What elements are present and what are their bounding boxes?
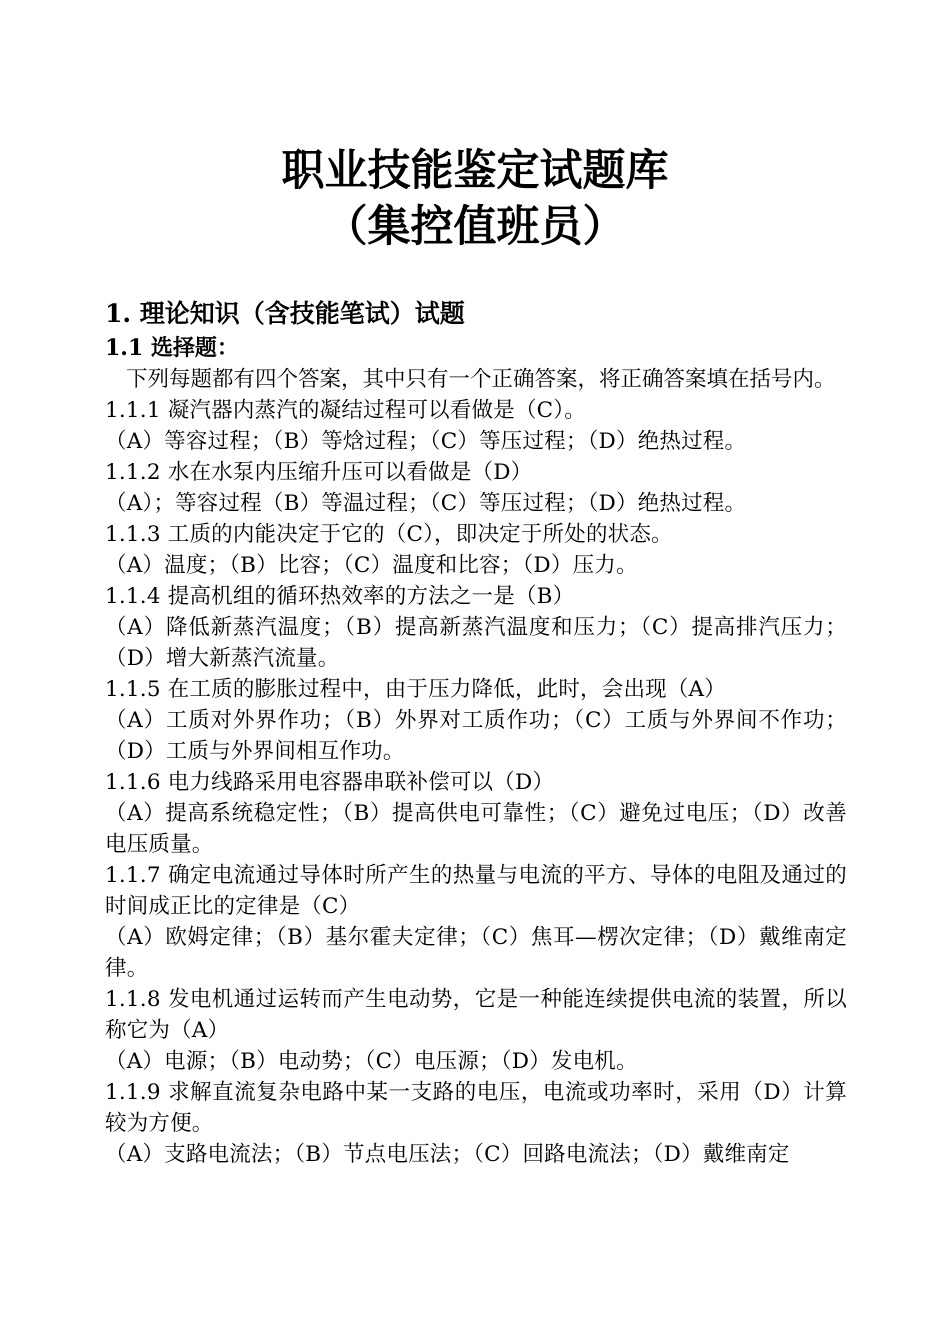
answer-options: （A）欧姆定律；（B）基尔霍夫定律；（C）焦耳—楞次定律；（D）戴维南定律。 <box>105 925 847 981</box>
document-title <box>0 143 950 255</box>
title-line-1: 职业技能鉴定试题库 <box>281 146 669 196</box>
answer-options: （A）；等容过程（B）等温过程；（C）等压过程；（D）绝热过程。 <box>105 491 747 516</box>
question-text: 1.1.8 发电机通过运转而产生电动势，它是一种能连续提供电流的装置，所以称它为（A） <box>105 987 847 1043</box>
question-text: 1.1.6 电力线路采用电容器串联补偿可以（D） <box>105 770 555 795</box>
question-item <box>105 767 847 860</box>
section-heading: 1. 理论知识（含技能笔试）试题 <box>105 299 465 328</box>
question-text: 1.1.7 确定电流通过导体时所产生的热量与电流的平方、导体的电阻及通过的时间成正比的定律是（C） <box>105 863 847 919</box>
subsection-heading: 1.1 选择题： <box>105 335 239 361</box>
answer-options: （A）降低新蒸汽温度；（B）提高新蒸汽温度和压力；（C）提高排汽压力；（D）增大新蒸汽流量。 <box>105 615 847 671</box>
question-text: 1.1.9 求解直流复杂电路中某一支路的电压，电流或功率时，采用（D）计算较为方便。 <box>105 1080 847 1136</box>
question-item <box>105 984 847 1077</box>
question-text: 1.1.3 工质的内能决定于它的（C），即决定于所处的状态。 <box>105 522 673 547</box>
answer-options: （A）支路电流法；（B）节点电压法；（C）回路电流法；（D）戴维南定 <box>105 1142 790 1167</box>
question-item <box>105 581 847 674</box>
question-item <box>105 1077 847 1170</box>
instructions-paragraph: 下列每题都有四个答案，其中只有一个正确答案，将正确答案填在括号内。 <box>126 367 836 392</box>
answer-options: （A）工质对外界作功；（B）外界对工质作功；（C）工质与外界间不作功；（D）工质与外界间相互作功。 <box>105 708 847 764</box>
question-item <box>105 395 847 457</box>
title-line-2: （集控值班员） <box>324 202 626 252</box>
question-text: 1.1.5 在工质的膨胀过程中，由于压力降低，此时，会出现（A） <box>105 677 726 702</box>
answer-options: （A）温度；（B）比容；（C）温度和比容；（D）压力。 <box>105 553 638 578</box>
question-item <box>105 674 847 767</box>
document-body <box>105 297 847 1170</box>
question-item <box>105 860 847 984</box>
question-text: 1.1.4 提高机组的循环热效率的方法之一是（B） <box>105 584 575 609</box>
question-item <box>105 457 847 519</box>
answer-options: （A）等容过程；（B）等焓过程；（C）等压过程；（D）绝热过程。 <box>105 429 747 454</box>
question-text: 1.1.1 凝汽器内蒸汽的凝结过程可以看做是（C）。 <box>105 398 586 423</box>
question-text: 1.1.2 水在水泵内压缩升压可以看做是（D） <box>105 460 533 485</box>
answer-options: （A）提高系统稳定性；（B）提高供电可靠性；（C）避免过电压；（D）改善电压质量。 <box>105 801 847 857</box>
question-item <box>105 519 847 581</box>
answer-options: （A）电源；（B）电动势；（C）电压源；（D）发电机。 <box>105 1049 638 1074</box>
